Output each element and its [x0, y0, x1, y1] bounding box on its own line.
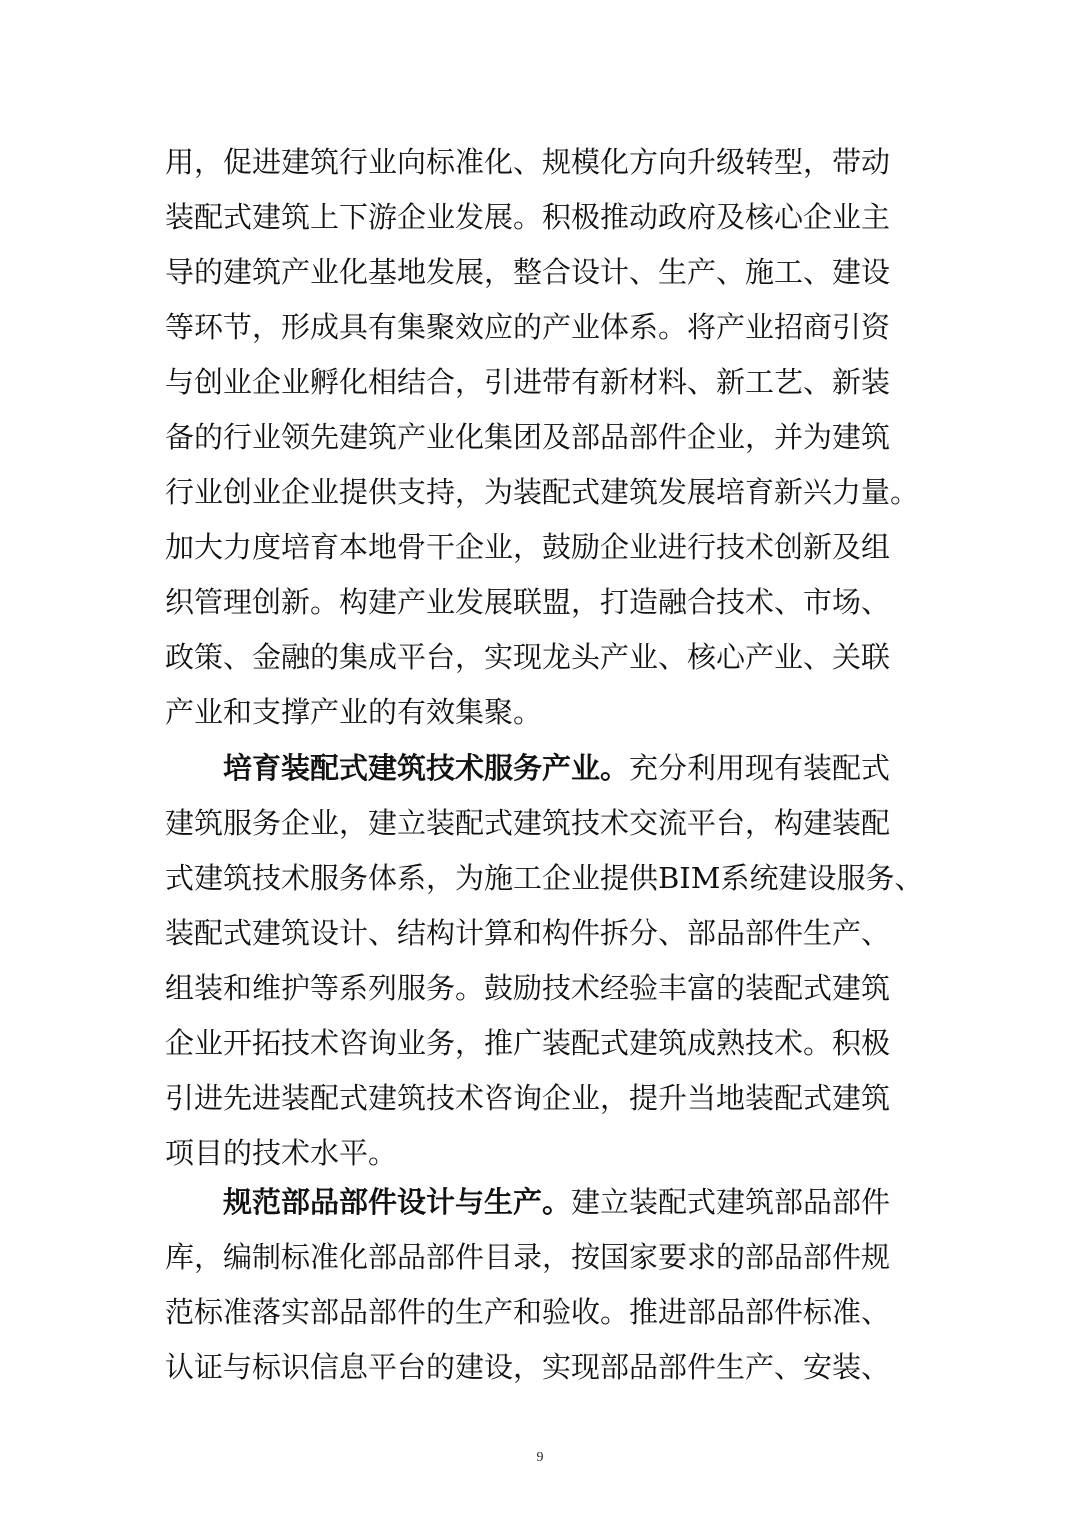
- paragraph-heading: 培育装配式建筑技术服务产业。: [223, 751, 630, 785]
- text-line: 建筑服务企业，建立装配式建筑技术交流平台，构建装配: [165, 806, 891, 840]
- text-line: 等环节，形成具有集聚效应的产业体系。将产业招商引资: [165, 310, 891, 344]
- text-line: 备的行业领先建筑产业化集团及部品部件企业，并为建筑: [165, 420, 891, 454]
- text-line-first: [165, 1175, 891, 1230]
- paragraph-text: 建立装配式建筑部品部件: [571, 1185, 891, 1219]
- text-line: 引进先进装配式建筑技术咨询企业，提升当地装配式建筑: [165, 1081, 891, 1115]
- text-line-first: [165, 741, 891, 796]
- text-line: 与创业企业孵化相结合，引进带有新材料、新工艺、新装: [165, 365, 891, 399]
- paragraph-industry-cluster: [165, 135, 920, 740]
- text-line: 认证与标识信息平台的建设，实现部品部件生产、安装、: [165, 1350, 891, 1384]
- text-line: 织管理创新。构建产业发展联盟，打造融合技术、市场、: [165, 585, 891, 619]
- paragraph-heading: 规范部品部件设计与生产。: [223, 1185, 572, 1219]
- text-line: 组装和维护等系列服务。鼓励技术经验丰富的装配式建筑: [165, 971, 891, 1005]
- text-line: 政策、金融的集成平台，实现龙头产业、核心产业、关联: [165, 640, 891, 674]
- text-line: 库，编制标准化部品部件目录，按国家要求的部品部件规: [165, 1240, 891, 1274]
- text-line: 行业创业企业提供支持，为装配式建筑发展培育新兴力量。: [165, 475, 920, 509]
- paragraph-text: 充分利用现有装配式: [629, 751, 891, 785]
- text-line: 企业开拓技术咨询业务，推广装配式建筑成熟技术。积极: [165, 1026, 891, 1060]
- paragraph-component-standards: [165, 1175, 891, 1395]
- text-line: 产业和支撑产业的有效集聚。: [165, 695, 543, 729]
- text-line: 导的建筑产业化基地发展，整合设计、生产、施工、建设: [165, 255, 891, 289]
- text-line: 项目的技术水平。: [165, 1136, 398, 1170]
- text-line: 装配式建筑设计、结构计算和构件拆分、部品部件生产、: [165, 916, 891, 950]
- text-line: 范标准落实部品部件的生产和验收。推进部品部件标准、: [165, 1295, 891, 1329]
- text-line: 用，促进建筑行业向标准化、规模化方向升级转型，带动: [165, 145, 891, 179]
- text-line: 加大力度培育本地骨干企业，鼓励企业进行技术创新及组: [165, 530, 891, 564]
- page-number: 9: [536, 1450, 544, 1465]
- text-line: 式建筑技术服务体系，为施工企业提供BIM系统建设服务、: [165, 861, 924, 895]
- text-line: 装配式建筑上下游企业发展。积极推动政府及核心企业主: [165, 200, 891, 234]
- paragraph-technical-services: [165, 741, 924, 1181]
